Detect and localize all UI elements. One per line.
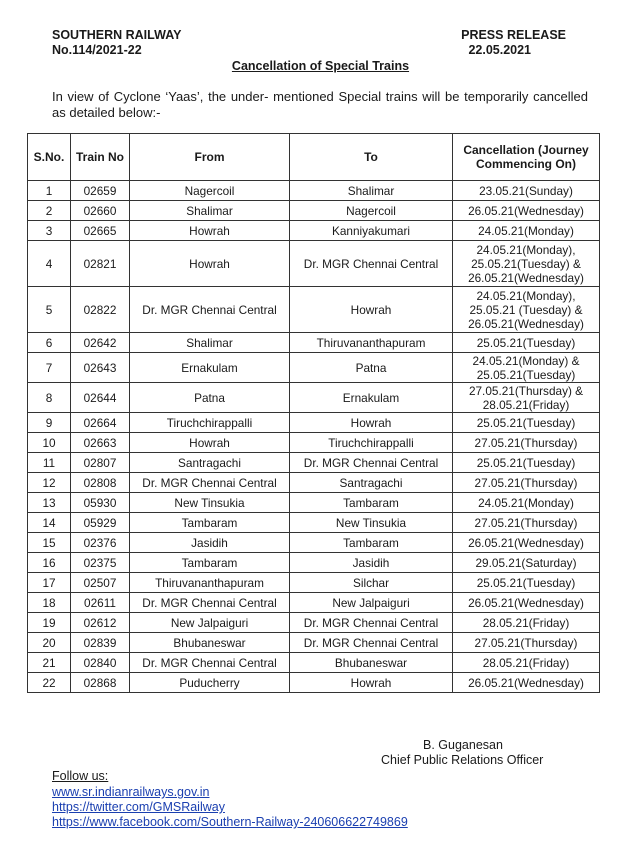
signatory-title: Chief Public Relations Officer [381, 753, 544, 767]
cell-from: Bhubaneswar [130, 633, 290, 653]
cell-sno: 5 [28, 287, 71, 333]
cell-cancellation: 23.05.21(Sunday) [453, 181, 600, 201]
cell-from: New Tinsukia [130, 493, 290, 513]
table-row [28, 413, 600, 433]
cell-from: Ernakulam [130, 353, 290, 383]
website-link[interactable]: www.sr.indianrailways.gov.in [52, 785, 210, 799]
cell-sno: 2 [28, 201, 71, 221]
cell-sno: 3 [28, 221, 71, 241]
cell-from: Tiruchchirappalli [130, 413, 290, 433]
cell-train-no: 02643 [71, 353, 130, 383]
cell-cancellation: 25.05.21(Tuesday) [453, 453, 600, 473]
cell-cancellation: 27.05.21(Thursday) [453, 513, 600, 533]
cell-to: Dr. MGR Chennai Central [290, 633, 453, 653]
cell-from: Dr. MGR Chennai Central [130, 287, 290, 333]
header-sno: S.No. [28, 134, 71, 181]
cell-cancellation: 29.05.21(Saturday) [453, 553, 600, 573]
table-row [28, 181, 600, 201]
cell-train-no: 02868 [71, 673, 130, 693]
cell-train-no: 02807 [71, 453, 130, 473]
cell-cancellation: 24.05.21(Monday) [453, 493, 600, 513]
table-row [28, 493, 600, 513]
cell-train-no: 02808 [71, 473, 130, 493]
cell-from: Howrah [130, 221, 290, 241]
cell-to: Dr. MGR Chennai Central [290, 613, 453, 633]
cell-to: Bhubaneswar [290, 653, 453, 673]
subject-title: Cancellation of Special Trains [231, 59, 410, 73]
cell-to: Howrah [290, 287, 453, 333]
cell-sno: 15 [28, 533, 71, 553]
cell-sno: 10 [28, 433, 71, 453]
table-row [28, 201, 600, 221]
cell-cancellation: 25.05.21(Tuesday) [453, 413, 600, 433]
cell-cancellation: 26.05.21(Wednesday) [453, 673, 600, 693]
cell-train-no: 02659 [71, 181, 130, 201]
org-name: SOUTHERN RAILWAY [52, 28, 182, 42]
cell-to: Kanniyakumari [290, 221, 453, 241]
cancellation-table [27, 133, 600, 693]
cell-train-no: 02839 [71, 633, 130, 653]
cell-cancellation: 24.05.21(Monday) [453, 221, 600, 241]
cell-to: Ernakulam [290, 383, 453, 413]
cell-train-no: 02664 [71, 413, 130, 433]
cell-cancellation: 27.05.21(Thursday) [453, 633, 600, 653]
table-row [28, 383, 600, 413]
table-row [28, 533, 600, 553]
cell-to: New Tinsukia [290, 513, 453, 533]
cell-from: Howrah [130, 433, 290, 453]
cell-sno: 16 [28, 553, 71, 573]
cell-sno: 8 [28, 383, 71, 413]
cell-sno: 7 [28, 353, 71, 383]
cell-cancellation: 28.05.21(Friday) [453, 613, 600, 633]
press-release-label: PRESS RELEASE [461, 28, 566, 42]
table-row [28, 653, 600, 673]
cell-sno: 13 [28, 493, 71, 513]
cell-train-no: 02642 [71, 333, 130, 353]
table-row [28, 241, 600, 287]
header-from: From [130, 134, 290, 181]
cell-from: Dr. MGR Chennai Central [130, 593, 290, 613]
cell-cancellation: 28.05.21(Friday) [453, 653, 600, 673]
cell-from: Shalimar [130, 201, 290, 221]
cell-cancellation: 24.05.21(Monday), 25.05.21 (Tuesday) & 26.05.21(Wednesday) [453, 287, 600, 333]
cell-train-no: 02612 [71, 613, 130, 633]
header-cancellation: Cancellation (Journey Commencing On) [453, 134, 600, 181]
cell-to: New Jalpaiguri [290, 593, 453, 613]
cell-train-no: 02822 [71, 287, 130, 333]
cell-to: Jasidih [290, 553, 453, 573]
table-row [28, 287, 600, 333]
follow-us-label: Follow us: [52, 769, 109, 783]
cell-cancellation: 26.05.21(Wednesday) [453, 533, 600, 553]
cell-to: Tambaram [290, 493, 453, 513]
table-body [28, 181, 600, 693]
cell-cancellation: 24.05.21(Monday) & 25.05.21(Tuesday) [453, 353, 600, 383]
cell-sno: 12 [28, 473, 71, 493]
cell-sno: 6 [28, 333, 71, 353]
cell-from: Patna [130, 383, 290, 413]
cell-train-no: 05930 [71, 493, 130, 513]
cell-sno: 20 [28, 633, 71, 653]
cell-sno: 18 [28, 593, 71, 613]
cell-to: Santragachi [290, 473, 453, 493]
cell-cancellation: 27.05.21(Thursday) [453, 473, 600, 493]
cell-train-no: 02663 [71, 433, 130, 453]
cell-from: Howrah [130, 241, 290, 287]
cell-cancellation: 25.05.21(Tuesday) [453, 333, 600, 353]
cell-from: Tambaram [130, 553, 290, 573]
cell-to: Thiruvananthapuram [290, 333, 453, 353]
cell-to: Nagercoil [290, 201, 453, 221]
table-row [28, 673, 600, 693]
table-row [28, 353, 600, 383]
cell-from: Nagercoil [130, 181, 290, 201]
cell-cancellation: 27.05.21(Thursday) & 28.05.21(Friday) [453, 383, 600, 413]
cell-sno: 19 [28, 613, 71, 633]
cell-train-no: 05929 [71, 513, 130, 533]
cell-from: New Jalpaiguri [130, 613, 290, 633]
facebook-link[interactable]: https://www.facebook.com/Southern-Railway-240606622749869 [52, 815, 408, 829]
cell-to: Patna [290, 353, 453, 383]
signatory-name: B. Guganesan [423, 738, 503, 752]
cell-train-no: 02644 [71, 383, 130, 413]
table-row [28, 513, 600, 533]
table-row [28, 333, 600, 353]
cell-to: Dr. MGR Chennai Central [290, 241, 453, 287]
cell-to: Tambaram [290, 533, 453, 553]
cell-from: Jasidih [130, 533, 290, 553]
cell-sno: 14 [28, 513, 71, 533]
table-row [28, 573, 600, 593]
cell-from: Santragachi [130, 453, 290, 473]
cell-sno: 21 [28, 653, 71, 673]
cell-sno: 22 [28, 673, 71, 693]
cell-sno: 4 [28, 241, 71, 287]
header-to: To [290, 134, 453, 181]
table-row [28, 221, 600, 241]
table-header-row [28, 134, 600, 181]
cell-from: Puducherry [130, 673, 290, 693]
cell-cancellation: 27.05.21(Thursday) [453, 433, 600, 453]
twitter-link[interactable]: https://twitter.com/GMSRailway [52, 800, 225, 814]
intro-paragraph: In view of Cyclone ‘Yaas’, the under- mentioned Special trains will be temporarily cancelled as detailed below:- [52, 89, 588, 120]
cell-cancellation: 24.05.21(Monday), 25.05.21(Tuesday) & 26.05.21(Wednesday) [453, 241, 600, 287]
table-row [28, 613, 600, 633]
release-date: 22.05.2021 [468, 43, 531, 57]
cell-sno: 9 [28, 413, 71, 433]
table-row [28, 433, 600, 453]
cell-train-no: 02665 [71, 221, 130, 241]
cell-train-no: 02660 [71, 201, 130, 221]
cell-train-no: 02840 [71, 653, 130, 673]
cell-to: Tiruchchirappalli [290, 433, 453, 453]
cell-from: Dr. MGR Chennai Central [130, 473, 290, 493]
cell-cancellation: 25.05.21(Tuesday) [453, 573, 600, 593]
cell-from: Thiruvananthapuram [130, 573, 290, 593]
reference-number: No.114/2021-22 [52, 43, 142, 57]
table-row [28, 633, 600, 653]
cell-to: Howrah [290, 413, 453, 433]
table-row [28, 553, 600, 573]
cell-sno: 1 [28, 181, 71, 201]
cell-from: Dr. MGR Chennai Central [130, 653, 290, 673]
cell-train-no: 02507 [71, 573, 130, 593]
cell-sno: 17 [28, 573, 71, 593]
cell-train-no: 02821 [71, 241, 130, 287]
table-row [28, 593, 600, 613]
header-train-no: Train No [71, 134, 130, 181]
table-row [28, 473, 600, 493]
cell-sno: 11 [28, 453, 71, 473]
cell-from: Tambaram [130, 513, 290, 533]
cell-train-no: 02375 [71, 553, 130, 573]
cell-to: Dr. MGR Chennai Central [290, 453, 453, 473]
cell-to: Howrah [290, 673, 453, 693]
cell-to: Silchar [290, 573, 453, 593]
cell-to: Shalimar [290, 181, 453, 201]
cell-cancellation: 26.05.21(Wednesday) [453, 593, 600, 613]
cell-from: Shalimar [130, 333, 290, 353]
cell-train-no: 02611 [71, 593, 130, 613]
cell-cancellation: 26.05.21(Wednesday) [453, 201, 600, 221]
cell-train-no: 02376 [71, 533, 130, 553]
table-row [28, 453, 600, 473]
